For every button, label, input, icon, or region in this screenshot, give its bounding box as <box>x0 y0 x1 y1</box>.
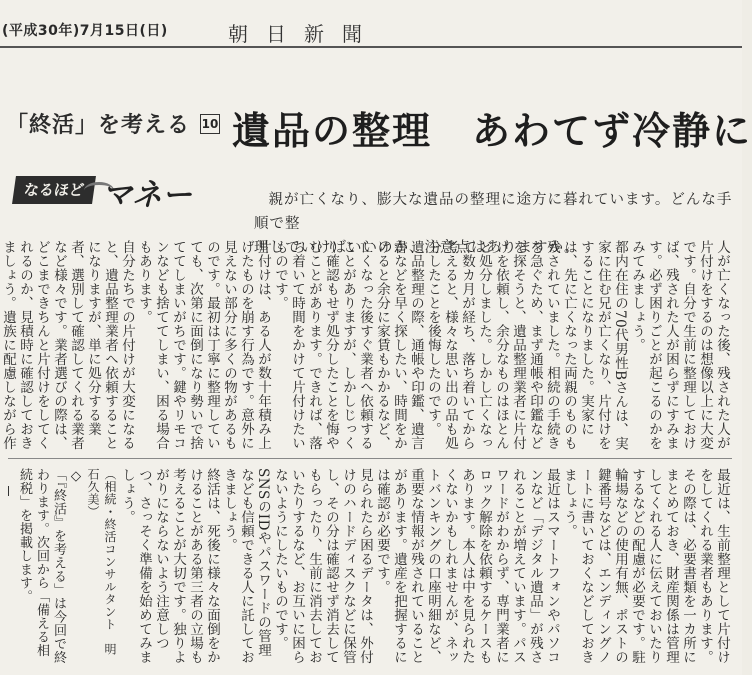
body-paragraph: 人が亡くなった後、残された人が片付けをするのは想像以上に大変です。自分で生前に整理しておけば、残された人が困らずにすみます。必ず困りごとが起こるのかをみてみましょう。 <box>629 240 730 450</box>
article-body-lower <box>12 468 730 664</box>
body-paragraph: 遺品整理の際、通帳や印鑑、遺言書などを早く探したい、時間をかけると余分に家賃もかかるなど、亡くなった後すぐ業者へ依頼することがありますが、しかしじっくり確認もせず処分したことを悔やむことがあります。できれば、落ち着いて時間をかけて片付けたいものです。 <box>272 240 424 450</box>
lead-line: 親が亡くなり、膨大な遺品の整理に途方に暮れています。どんな手順で整 <box>254 192 733 232</box>
newspaper-name: 朝日新聞 <box>228 22 380 46</box>
section-divider <box>8 458 732 459</box>
series-end-note: 「『終活』を考える」は今回で終わります。次回から「備える相続税」を掲載します。 <box>17 468 66 664</box>
body-paragraph: 最近はスマートフォンやパソコンなど「デジタル遺品」が残されることが増えています。パスワードがわからず、専門業者にロック解除を依頼するケースもあります。本人は中を見られたくないかもしれませんが、ネットバンキングの口座明細など、重要な情報が残されていることがあります。遺産を把握するには確認が必要です。 <box>374 468 560 664</box>
article-headline: 遺品の整理 あわてず冷静に <box>232 109 752 153</box>
body-paragraph: 最近は、生前整理として片付けをしてくれる業者もあります。その際は、必要書類を一カ所にまとめておき、財産関係は管理してくれる人に伝えておいたりするなどの配慮が必要です。駐輪場などの使用有無、ポストの鍵番号などは、エンディングノートに書いておくなどしておきましょう。 <box>561 468 730 664</box>
header-rule <box>0 46 742 48</box>
logo-naruhodo: なるほど <box>12 176 96 204</box>
body-paragraph: 見られたら困るデータは、外付けのハードディスクなどに保管し、その分は確認せず消去してもらったり、生前に消去しておいたりするなど、お互いに困らないようにしたいものです。SNSのIDやパスワードの管理なども信頼できる人に託しておきましょう。 <box>221 468 373 664</box>
body-paragraph: 都内在住の70代男性Bさんは、実家に住む兄が亡くなり、片付けをすることになりました。実家には、先に亡くなった両親のものも残されていました。相続の手続きを急ぐため、まず通帳や印鑑などを探そうと、遺品整理業者に片付けを依頼し、余分なものはほとんど処分しました。しかし亡くなって数カ月が経ち、落ち着いてから考えると、様々な思い出の品も処分したことを後悔したのです。 <box>425 240 628 451</box>
body-paragraph: 自分たちでの片付けが大変になると、遺品整理業者へ依頼することになりますが、単に処分する業者、選別して確認してくれる業者など様々です。業者選びの際は、どこまできちんと片付けをしてくれるのか、見積時に確認しておきましょう。遺族に配慮しながら作 <box>0 240 135 450</box>
article-body-upper <box>0 240 730 452</box>
naruhodo-money-logo <box>10 168 200 212</box>
logo-money: マネー <box>102 178 192 213</box>
lead-line: 理していけばいいのか、注意点はありますか。 <box>254 240 580 256</box>
author-byline: （相続・終活コンサルタント 明石久美） <box>86 468 117 656</box>
newspaper-header <box>0 0 742 44</box>
page-edge-mark <box>0 486 9 496</box>
issue-date: (平成30年)7月15日(日) <box>2 23 168 39</box>
separator-mark: ◇ <box>68 468 84 485</box>
series-title: 「終活」を考える <box>6 113 191 138</box>
body-paragraph: 片付けは、ある人が数十年積み上げたものを崩す行為です。意外に見えない部分に多くの物があるものです。最初は丁寧に整理していても、次第に面倒になり勢いで捨ててしまいがちです。鍵やリモコンなども捨ててしまい、困る場合もあります。 <box>136 240 271 450</box>
body-paragraph: 終活は、死後に様々な面倒をかけることがある第三者の立場も考えることが大切です。独りよがりにならないよう注意しつつ、さっそく準備を始めてみましょう。 <box>119 468 220 664</box>
series-number: 10 <box>200 114 220 134</box>
